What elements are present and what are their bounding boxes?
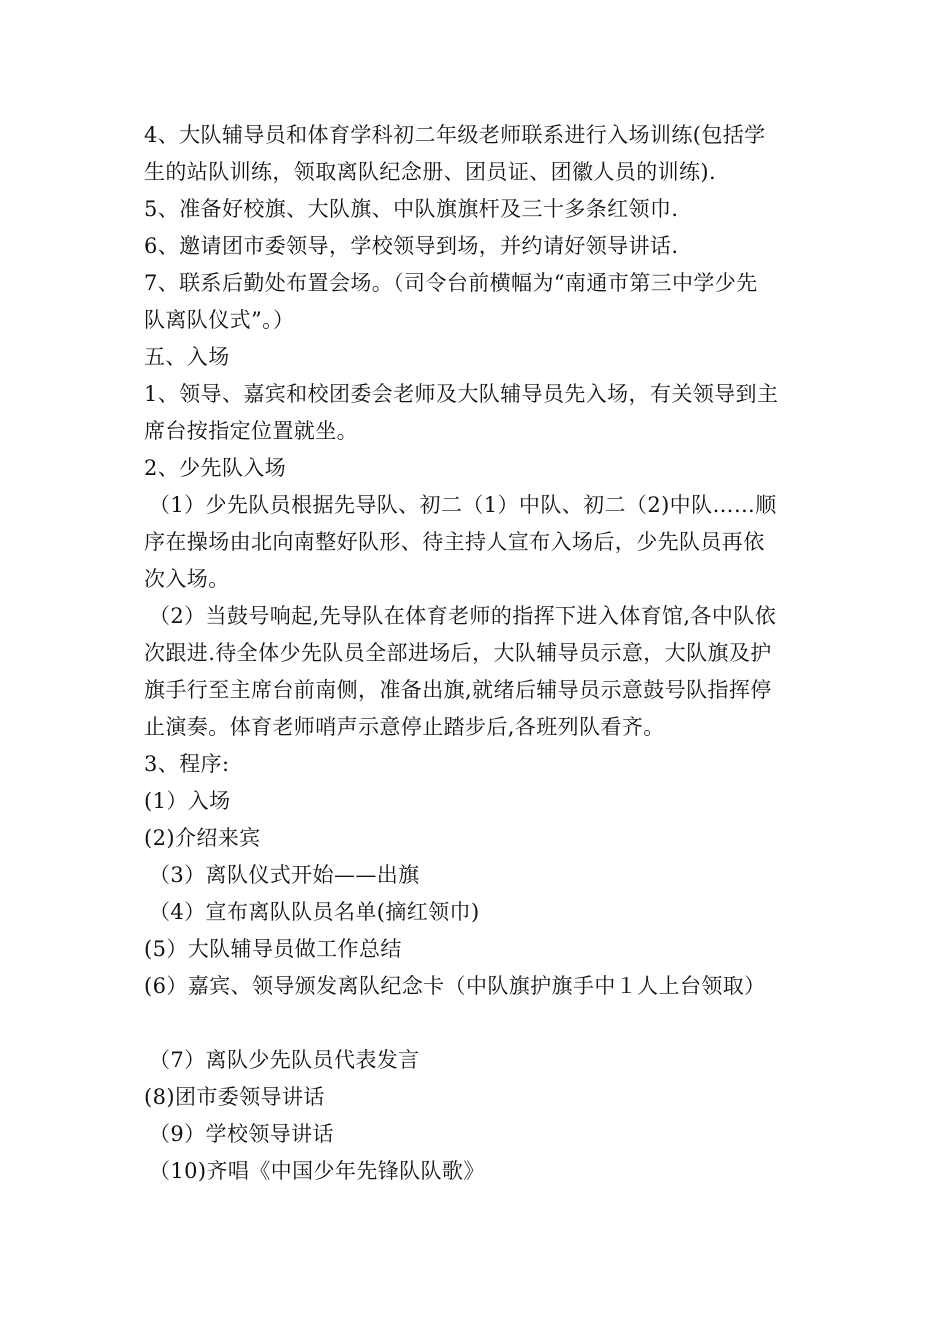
text-line: 止演奏。体育老师哨声示意停止踏步后,各班列队看齐。: [144, 715, 665, 739]
text-line: 次跟进.待全体少先队员全部进场后，大队辅导员示意，大队旗及护: [144, 641, 772, 665]
list-item: (1）入场: [144, 789, 231, 813]
section-heading: 五、入场: [144, 345, 230, 369]
text-line: （2）当鼓号响起,先导队在体育老师的指挥下进入体育馆,各中队依: [149, 604, 777, 628]
text-line: 4、大队辅导员和体育学科初二年级老师联系进行入场训练(包括学: [144, 123, 766, 147]
list-item: （9）学校领导讲话: [149, 1122, 334, 1146]
list-item: （3）离队仪式开始——出旗: [149, 863, 420, 887]
text-line: 1、领导、嘉宾和校团委会老师及大队辅导员先入场，有关领导到主: [144, 382, 779, 406]
text-line: 生的站队训练，领取离队纪念册、团员证、团徽人员的训练).: [144, 160, 717, 184]
text-line: 序在操场由北向南整好队形、待主持人宣布入场后，少先队员再依: [144, 530, 765, 554]
text-line: 2、少先队入场: [144, 456, 287, 480]
text-line: 3、程序:: [144, 752, 230, 776]
list-item: （4）宣布离队队员名单(摘红领巾): [149, 900, 480, 924]
list-item: （7）离队少先队员代表发言: [149, 1048, 420, 1072]
text-line: 7、联系后勤处布置会场。（司令台前横幅为“南通市第三中学少先: [144, 271, 758, 295]
text-line: 旗手行至主席台前南侧，准备出旗,就绪后辅导员示意鼓号队指挥停: [144, 678, 772, 702]
text-line: （1）少先队员根据先导队、初二（1）中队、初二（2)中队……顺: [149, 493, 777, 517]
list-item: (2)介绍来宾: [144, 826, 261, 850]
text-line: 席台按指定位置就坐。: [144, 419, 358, 443]
text-line: 次入场。: [144, 567, 230, 591]
text-line: 5、准备好校旗、大队旗、中队旗旗杆及三十多条红领巾.: [144, 197, 679, 221]
list-item: (8)团市委领导讲话: [144, 1085, 325, 1109]
list-item: (5）大队辅导员做工作总结: [144, 937, 402, 961]
text-line: 队离队仪式”。）: [144, 308, 295, 332]
list-item: (6）嘉宾、领导颁发离队纪念卡（中队旗护旗手中１人上台领取）: [144, 974, 766, 998]
list-item: （10)齐唱《中国少年先锋队队歌》: [149, 1159, 485, 1183]
text-line: 6、邀请团市委领导，学校领导到场，并约请好领导讲话.: [144, 234, 679, 258]
